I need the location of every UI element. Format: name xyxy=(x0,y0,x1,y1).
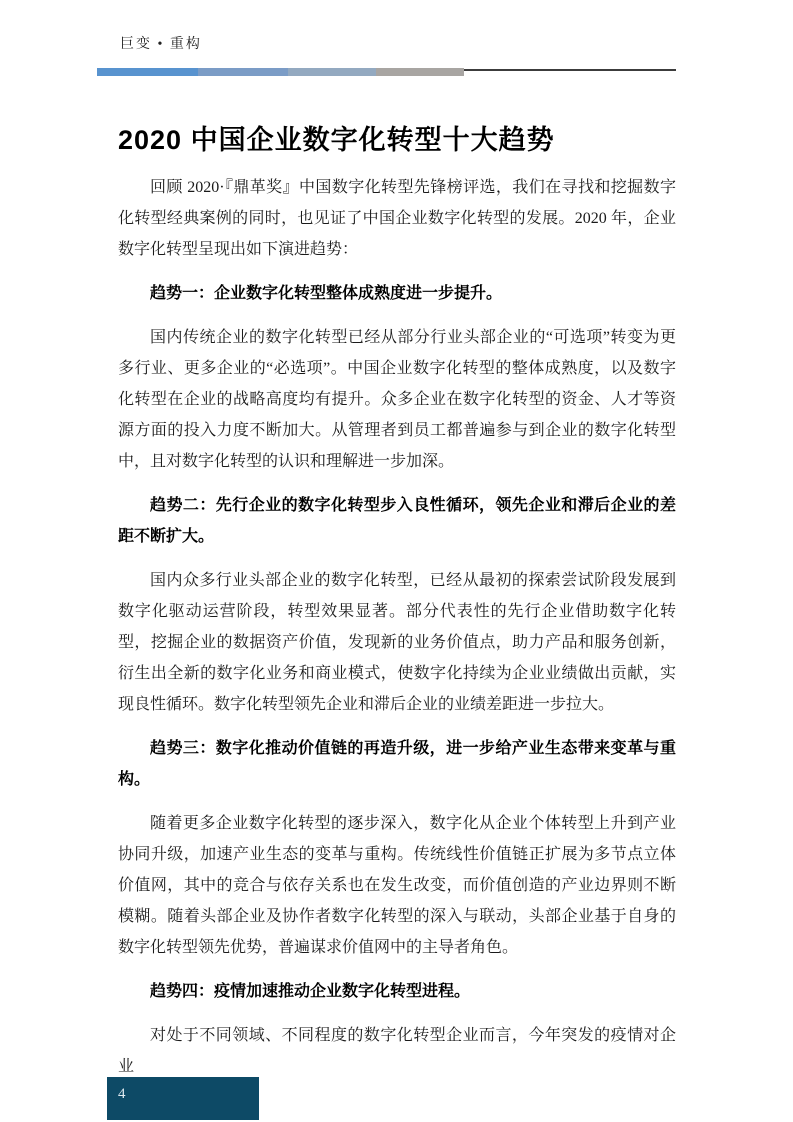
rule-segment-1 xyxy=(97,68,198,76)
document-body xyxy=(118,172,676,1082)
header-rule xyxy=(97,68,697,78)
trend-4-body: 对处于不同领域、不同程度的数字化转型企业而言，今年突发的疫情对企业 xyxy=(118,1027,676,1075)
trend-1-body: 国内传统企业的数字化转型已经从部分行业头部企业的“可选项”转变为更多行业、更多企业的“必选项”。中国企业数字化转型的整体成熟度，以及数字化转型在企业的战略高度均有提升。众多企业在数字化转型的资金、人才等资源方面的投入力度不断加大。从管理者到员工都普遍参与到企业的数字化转型中，且对数字化转型的认识和理解进一步加深。 xyxy=(118,329,676,470)
trend-1-heading: 趋势一：企业数字化转型整体成熟度进一步提升。 xyxy=(150,285,503,302)
trend-2-body: 国内众多行业头部企业的数字化转型，已经从最初的探索尝试阶段发展到数字化驱动运营阶段，转型效果显著。部分代表性的先行企业借助数字化转型，挖掘企业的数据资产价值，发现新的业务价值点，助力产品和服务创新，衍生出全新的数字化业务和商业模式，使数字化持续为企业业绩做出贡献，实现良性循环。数字化转型领先企业和滞后企业的业绩差距进一步拉大。 xyxy=(118,572,676,713)
trend-2-heading: 趋势二：先行企业的数字化转型步入良性循环，领先企业和滞后企业的差距不断扩大。 xyxy=(118,497,676,545)
rule-segment-4 xyxy=(376,68,464,76)
footer-page-box xyxy=(107,1077,259,1120)
trend-3-heading: 趋势三：数字化推动价值链的再造升级，进一步给产业生态带来变革与重构。 xyxy=(118,740,676,788)
rule-line xyxy=(464,69,676,71)
rule-segment-2 xyxy=(198,68,288,76)
page-number: 4 xyxy=(118,1086,126,1102)
page-title: 2020 中国企业数字化转型十大趋势 xyxy=(118,125,555,155)
rule-segment-3 xyxy=(288,68,376,76)
running-header: 巨变 • 重构 xyxy=(120,37,202,52)
intro-paragraph: 回顾 2020·『鼎革奖』中国数字化转型先锋榜评选，我们在寻找和挖掘数字化转型经典案例的同时，也见证了中国企业数字化转型的发展。2020 年，企业数字化转型呈现出如下演进趋势： xyxy=(118,179,676,258)
trend-3-body: 随着更多企业数字化转型的逐步深入，数字化从企业个体转型上升到产业协同升级，加速产业生态的变革与重构。传统线性价值链正扩展为多节点立体价值网，其中的竞合与依存关系也在发生改变，而价值创造的产业边界则不断模糊。随着头部企业及协作者数字化转型的深入与联动，头部企业基于自身的数字化转型领先优势，普遍谋求价值网中的主导者角色。 xyxy=(118,815,676,956)
trend-4-heading: 趋势四：疫情加速推动企业数字化转型进程。 xyxy=(150,983,471,1000)
